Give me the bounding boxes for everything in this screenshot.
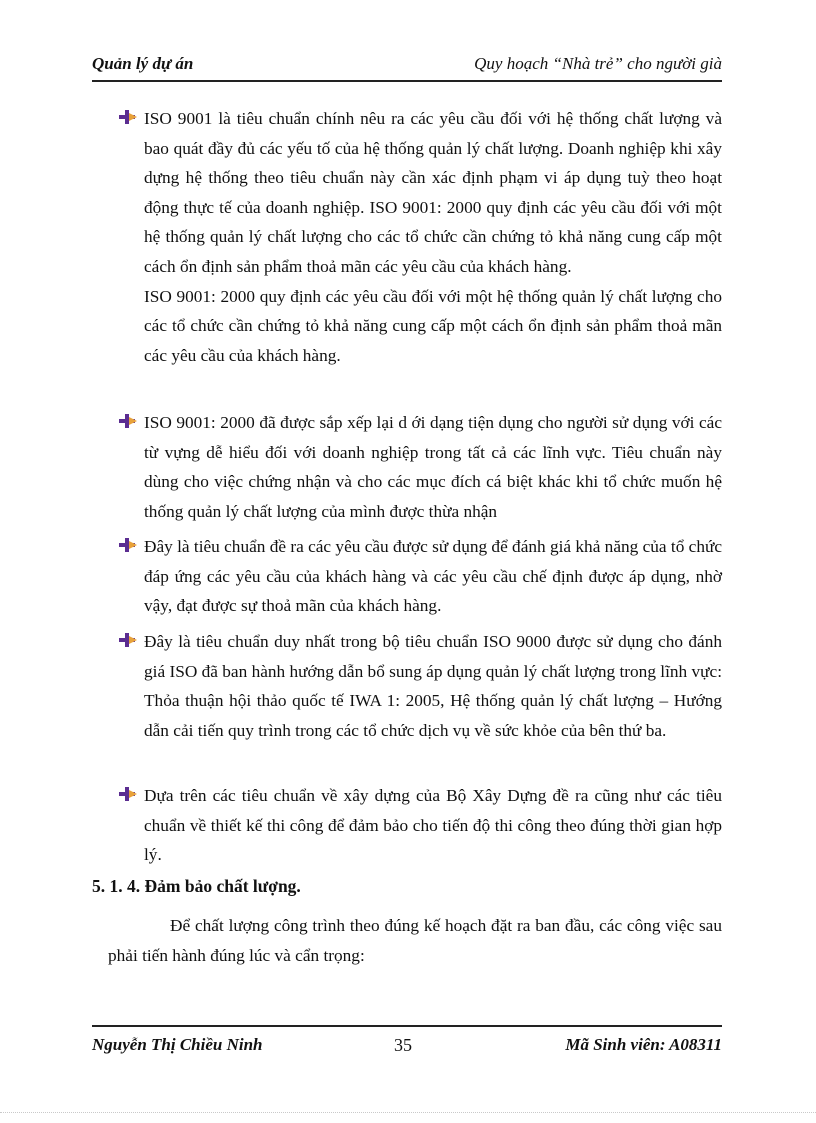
bullet-item-1 — [118, 104, 722, 370]
page-bottom-divider — [0, 1112, 816, 1113]
page-number: 35 — [394, 1035, 412, 1055]
arrow-bullet-icon — [118, 632, 138, 650]
footer-author: Nguyễn Thị Chiều Ninh — [92, 1035, 263, 1054]
header-subject: Quản lý dự án — [92, 54, 194, 73]
bullet-text: Dựa trên các tiêu chuẩn về xây dựng của Bộ Xây Dựng đề ra cũng như các tiêu chuẩn về thiết kế thi công để đảm bảo cho tiến độ thi công theo đúng thời gian hợp lý. — [144, 786, 722, 865]
bullet-text: Đây là tiêu chuẩn đề ra các yêu cầu được sử dụng để đánh giá khả năng của tổ chức đáp ứng các yêu cầu của khách hàng và các yêu cầu chế định được áp dụng, nhờ vậy, đạt được sự thoả mãn của khách hàng. — [144, 537, 723, 616]
bullet-item-3 — [118, 532, 722, 621]
section-paragraph: Để chất lượng công trình theo đúng kế hoạch đặt ra ban đầu, các công việc sau phải tiến hành đúng lúc và cẩn trọng: — [108, 916, 722, 965]
bullet-text: Đây là tiêu chuẩn duy nhất trong bộ tiêu chuẩn ISO 9000 được sử dụng cho đánh giá ISO đã ban hành hướng dẫn bổ sung áp dụng quản lý chất lượng trong lĩnh vực: Thỏa thuận hội thảo quốc tế IWA 1: 2005, Hệ thống quản lý chất lượng – Hướng dẫn cải tiến quy trình trong các tổ chức dịch vụ về sức khỏe của bên thứ ba. — [144, 632, 722, 740]
header-title: Quy hoạch “Nhà trẻ” cho người già — [474, 54, 722, 73]
bullet-text-extra: ISO 9001: 2000 quy định các yêu cầu đối với một hệ thống quản lý chất lượng cho các tổ chức cần chứng tỏ khả năng cung cấp một cách ổn định sản phẩm thoả mãn các yêu cầu của khách hàng. — [144, 286, 722, 365]
arrow-bullet-icon — [118, 109, 138, 127]
page-header — [92, 50, 722, 82]
bullet-item-2 — [118, 408, 722, 526]
arrow-bullet-icon — [118, 786, 138, 804]
arrow-bullet-icon — [118, 413, 138, 431]
bullet-text: ISO 9001 là tiêu chuẩn chính nêu ra các yêu cầu đối với hệ thống chất lượng và bao quát đầy đủ các yếu tố của hệ thống quản lý chất lượng. Doanh nghiệp khi xây dựng hệ thống theo tiêu chuẩn này cần xác định phạm vi áp dụng tuỳ theo hoạt động thực tế của doanh nghiệp. ISO 9001: 2000 quy định các yêu cầu đối với một hệ thống quản lý chất lượng cho các tổ chức cần chứng tỏ khả năng cung cấp một cách ổn định sản phẩm thoả mãn các yêu cầu của khách hàng. — [144, 109, 722, 276]
footer-student-id: Mã Sinh viên: A08311 — [565, 1035, 722, 1054]
bullet-item-4 — [118, 627, 722, 745]
section-heading: 5. 1. 4. Đảm bảo chất lượng. — [92, 876, 301, 896]
bullet-item-5 — [118, 781, 722, 870]
page-footer — [92, 1025, 722, 1061]
arrow-bullet-icon — [118, 537, 138, 555]
bullet-text: ISO 9001: 2000 đã được sắp xếp lại d ới dạng tiện dụng cho người sử dụng với các từ vựng dễ hiểu đối với doanh nghiệp trong tất cả các lĩnh vực. Tiêu chuẩn này dùng cho việc chứng nhận và cho các mục đích cá biệt khác khi tổ chức muốn hệ thống quản lý chất lượng của mình được thừa nhận — [144, 413, 722, 521]
